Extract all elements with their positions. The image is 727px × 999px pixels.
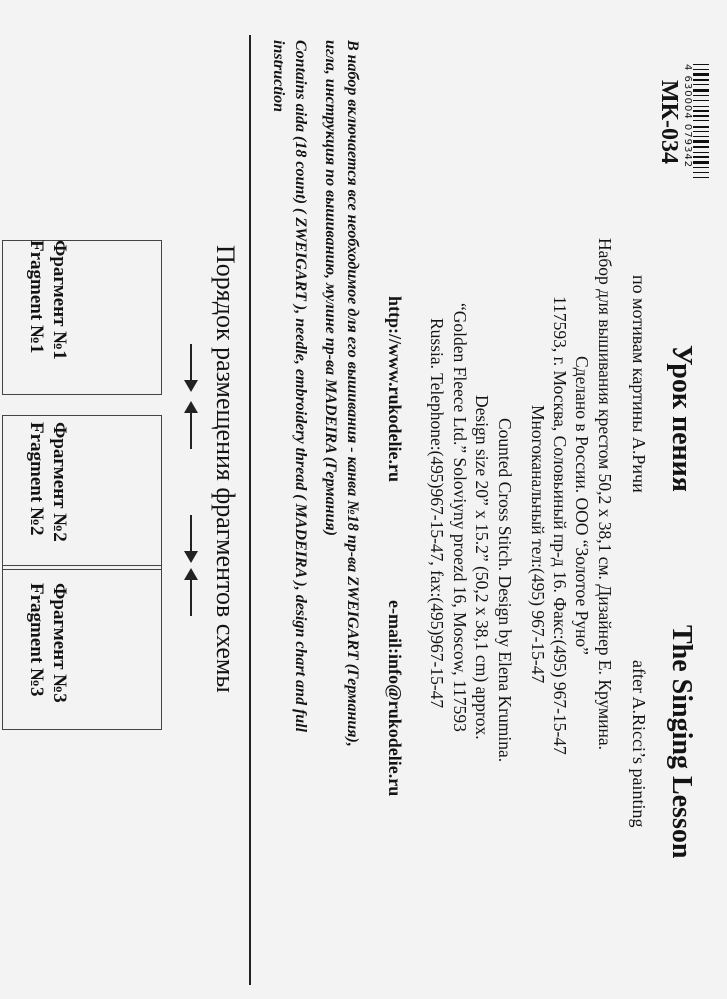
ru-info-line-3: 117593, г. Москва, Соловьиный пр-д 16. Факс:(495) 967-15-47 — [550, 296, 570, 755]
ru-info-line-1: Набор для вышивания крестом 50,2 х 38,1 см. Дизайнер Е. Крумина. — [595, 238, 615, 750]
website-link[interactable]: http://www.rukodelie.ru — [385, 296, 405, 483]
en-info-line-1: Counted Cross Stitch. Design by Elena Krumina. — [495, 418, 515, 763]
title-ru: Урок пения — [666, 345, 697, 492]
ru-info-line-4: Многоканальный тел:(495) 967-15-47 — [528, 405, 548, 684]
subtitle-ru: по мотивам картины А.Ричи — [629, 275, 649, 493]
contents-ru-line-2: игла, инструкция по вышиванию, мулине пр-ва MADEIRA (Германия) — [322, 40, 339, 536]
article-code: МК-034 — [656, 80, 682, 165]
barcode — [681, 64, 709, 214]
arrow-left-icon — [190, 403, 192, 449]
barcode-number: 4 630004 079342 — [682, 64, 693, 169]
fragment-1-en: Fragment №1 — [26, 240, 47, 354]
contents-en-line-2: instruction — [270, 40, 287, 113]
fragment-3-ru: Фрагмент №3 — [49, 583, 70, 703]
subtitle-en: after A.Ricci’s painting — [629, 660, 649, 828]
en-info-line-2: Design size 20” x 15.2” (50,2 x 38,1 cm) approx. — [472, 395, 492, 740]
en-info-line-3: “Golden Fleece Ltd.” Soloviyny proezd 16, Moscow, 117593 — [450, 303, 470, 732]
contents-ru-line-1: В набор включается все необходимое для его вышивания - канва №18 пр-ва ZWEIGART (Германия), — [344, 40, 361, 747]
divider-line — [249, 35, 251, 985]
fragment-2-en: Fragment №2 — [26, 422, 47, 536]
barcode-bars — [693, 64, 709, 214]
ru-info-line-2: Сделано в России. ООО “Золотое Руно” — [572, 356, 592, 655]
fragment-3-en: Fragment №3 — [26, 583, 47, 697]
en-info-line-4: Russia. Telephone:(495)967-15-47, fax:(495)967-15-47 — [427, 318, 447, 709]
fragment-2-ru: Фрагмент №2 — [49, 422, 70, 542]
fragment-1-ru: Фрагмент №1 — [49, 240, 70, 360]
layout-heading: Порядок размещения фрагментов схемы — [211, 245, 240, 693]
contents-en-line-1: Contains aida (18 count) ( ZWEIGART ), needle, embroidery thread ( MADEIRA ), design chart and full — [292, 40, 309, 733]
arrow-right-icon — [190, 344, 192, 390]
arrow-right-icon — [190, 515, 192, 561]
title-en: The Singing Lesson — [666, 625, 697, 859]
email-link[interactable]: e-mail:info@rukodelie.ru — [385, 600, 405, 797]
arrow-left-icon — [190, 570, 192, 616]
